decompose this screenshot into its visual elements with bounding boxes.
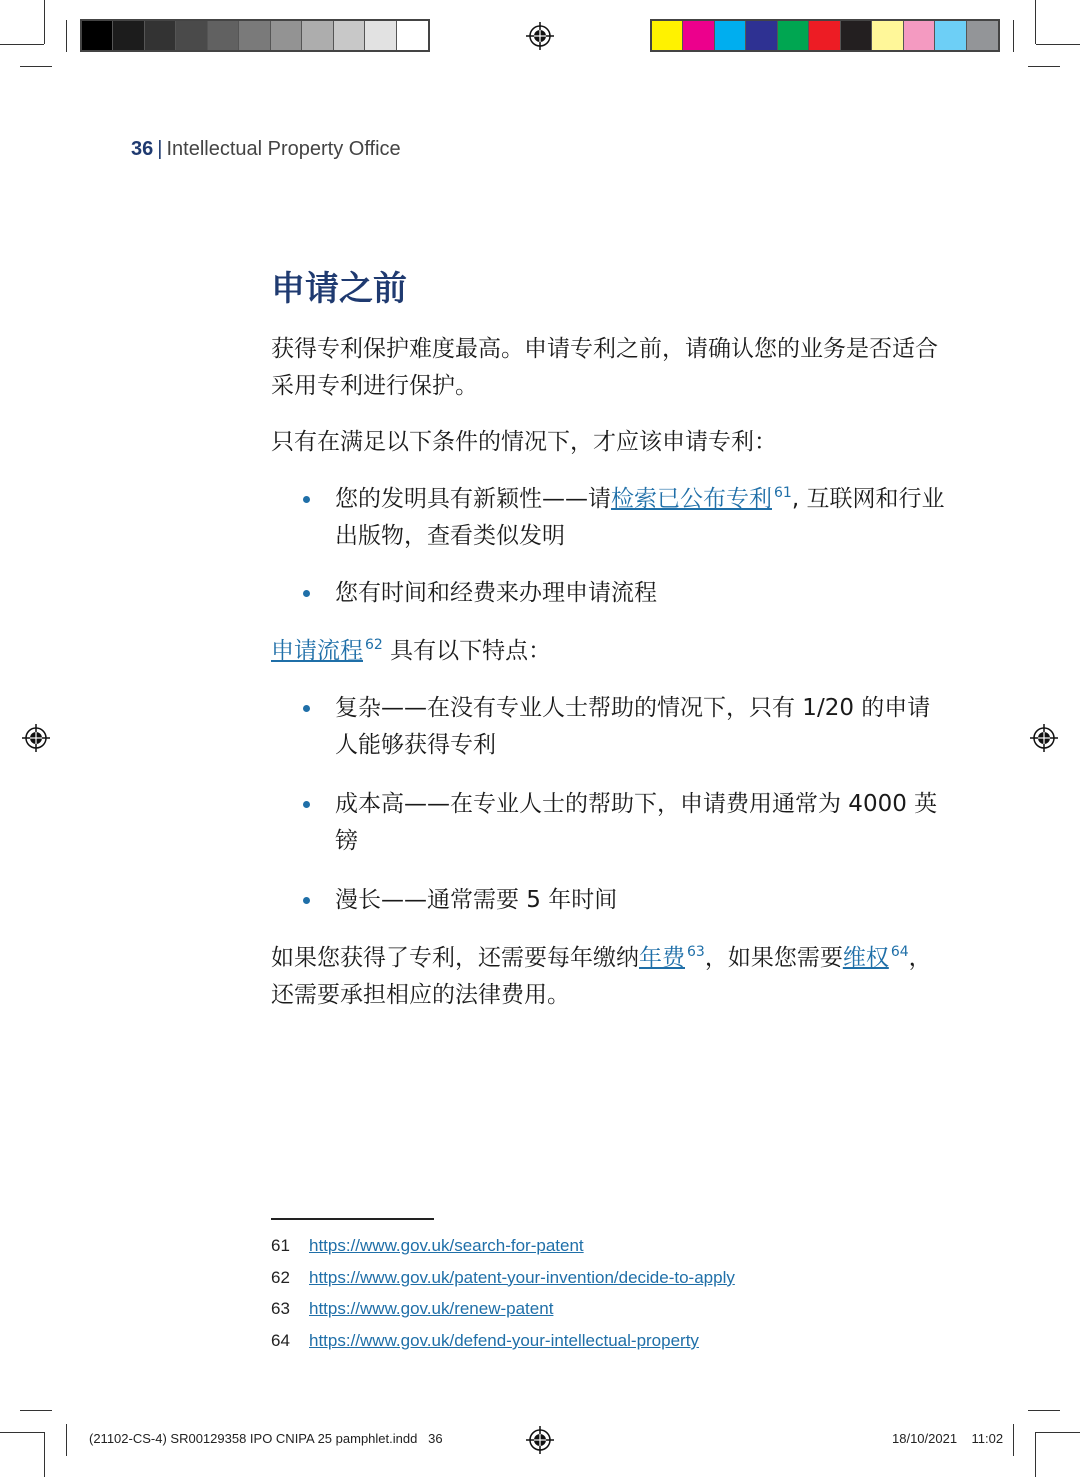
registration-mark-icon [1030,724,1058,752]
application-process-link[interactable]: 申请流程 [271,638,363,664]
slug-date: 18/10/2021 [892,1431,958,1446]
footnote-ref[interactable]: 64 [890,944,909,960]
search-patent-link[interactable]: 检索已公布专利 [611,486,772,512]
crop-mark [44,0,45,44]
footnotes [271,1232,735,1359]
color-swatch [872,21,903,50]
conditions-list [271,481,951,612]
crop-mark [0,44,44,45]
bullet-icon [303,590,310,597]
defend-rights-link[interactable]: 维权 [842,945,889,971]
footnote-link[interactable]: https://www.gov.uk/renew-patent [309,1299,554,1319]
crop-mark [1035,0,1036,44]
color-swatch [746,21,777,50]
crop-mark [20,66,52,67]
crop-mark [1013,20,1014,52]
slug-file-info [89,1431,443,1446]
bullet-icon [303,705,310,712]
features-list [271,690,951,919]
slug-timestamp [892,1431,1003,1446]
footnote-ref[interactable]: 63 [687,944,705,960]
bullet-icon [303,897,310,904]
crop-mark [66,20,67,52]
color-swatch [365,21,396,50]
slug-page: 36 [428,1431,443,1446]
crop-mark [20,1410,52,1411]
crop-mark [1036,44,1080,45]
footnote-link[interactable]: https://www.gov.uk/defend-your-intellectual-property [309,1331,699,1351]
color-swatch [82,21,113,50]
color-swatch [397,21,428,50]
crop-mark [1028,66,1060,67]
footnote-link[interactable]: https://www.gov.uk/patent-your-invention/decide-to-apply [309,1267,735,1287]
bullet-icon [303,801,310,808]
crop-mark [1028,1410,1060,1411]
list-item: 复杂——在没有专业人士帮助的情况下，只有 1/20 的申请人能够获得专利 [271,690,951,764]
color-swatch [113,21,144,50]
process-color-bar [650,19,1000,52]
color-swatch [715,21,746,50]
color-swatch [778,21,809,50]
grayscale-color-bar [80,19,430,52]
bullet-icon [303,496,310,503]
renewal-fee-link[interactable]: 年费 [639,945,685,971]
footnote-ref[interactable]: 61 [774,485,792,501]
header-separator: | [157,138,163,160]
running-header [131,138,401,161]
color-swatch [809,21,840,50]
registration-mark-icon [22,724,50,752]
main-content [271,262,951,1014]
list-item: 您的发明具有新颖性——请检索已公布专利 $^{61}$, 互联网和行业出版物，查看类似发明 [271,481,951,555]
color-swatch [841,21,872,50]
fees-paragraph: 如果您获得了专利，还需要每年缴纳年费 $^{63}$，如果您需要维权 $^{64}$，还需要承担相应的法律费用。 [271,944,932,1008]
list-item: 成本高——在专业人士的帮助下，申请费用通常为 4000 英镑 [271,786,951,860]
color-swatch [302,21,333,50]
color-swatch [271,21,302,50]
list-item: 您有时间和经费来办理申请流程 [271,575,951,612]
color-swatch [208,21,239,50]
color-swatch [145,21,176,50]
crop-mark [1036,1432,1080,1433]
crop-mark [1013,1424,1014,1456]
color-swatch [935,21,966,50]
crop-mark [44,1432,45,1477]
slug-time: 11:02 [971,1431,1004,1446]
page-title: 申请之前 [271,269,407,309]
publication-name: Intellectual Property Office [166,138,401,160]
footnote-link[interactable]: https://www.gov.uk/search-for-patent [309,1236,584,1255]
process-paragraph: 申请流程 $^{62}$ 具有以下特点： [271,637,552,664]
footnote-divider [271,1218,434,1220]
footnote: 61 https://www.gov.uk/search-for-patent [271,1236,584,1255]
crop-mark [0,1432,44,1433]
color-swatch [176,21,207,50]
footnote-ref[interactable]: 62 [365,637,383,653]
color-swatch [683,21,714,50]
page-number: 36 [131,138,154,160]
crop-mark [1035,1432,1036,1477]
registration-mark-icon [526,1426,554,1454]
color-swatch [334,21,365,50]
color-swatch [904,21,935,50]
color-swatch [652,21,683,50]
slug-filename: (21102-CS-4) SR00129358 IPO CNIPA 25 pamphlet.indd [89,1431,418,1446]
conditions-paragraph: 只有在满足以下条件的情况下，才应该申请专利： [271,429,777,455]
footnote: 64 https://www.gov.uk/defend-your-intellectual-property [271,1331,699,1351]
crop-mark [66,1424,67,1456]
intro-paragraph: 获得专利保护难度最高。申请专利之前，请确认您的业务是否适合采用专利进行保护。 [271,336,938,399]
footnote: 62 https://www.gov.uk/patent-your-invention/decide-to-apply [271,1267,735,1287]
color-swatch [239,21,270,50]
list-item: 漫长——通常需要 5 年时间 [271,882,951,919]
footnote: 63 https://www.gov.uk/renew-patent [271,1299,554,1319]
color-swatch [967,21,998,50]
registration-mark-icon [526,22,554,50]
